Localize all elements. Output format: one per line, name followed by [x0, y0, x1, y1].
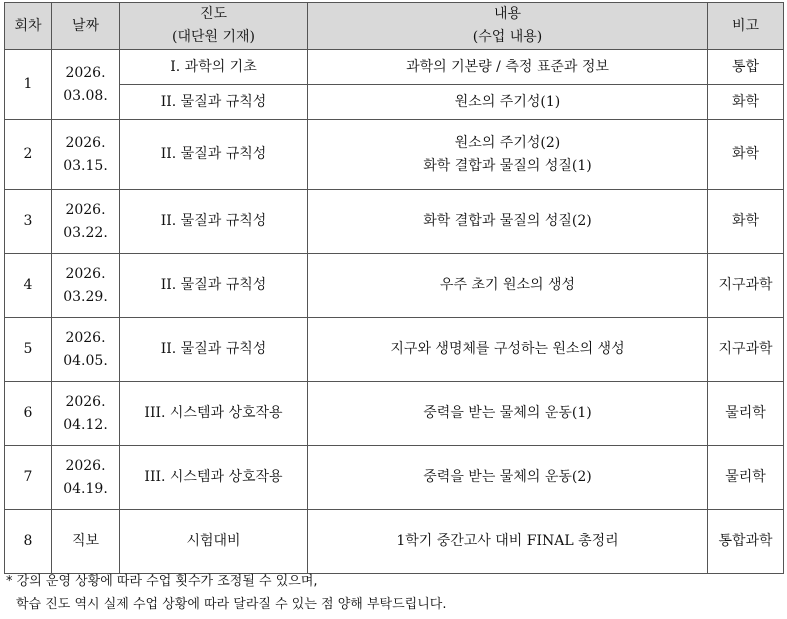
note-cell: 물리학 — [708, 382, 784, 446]
round-cell: 3 — [5, 190, 52, 254]
table-row — [5, 50, 784, 85]
progress-cell: II. 물질과 규칙성 — [120, 85, 308, 120]
header-content-sub: (수업 내용) — [472, 29, 543, 45]
progress-cell: II. 물질과 규칙성 — [120, 254, 308, 318]
table-row — [5, 190, 784, 254]
round-cell: 6 — [5, 382, 52, 446]
note-cell: 지구과학 — [708, 318, 784, 382]
progress-cell: 시험대비 — [120, 510, 308, 574]
date-cell: 2026. 04.05. — [52, 318, 120, 382]
round-cell: 5 — [5, 318, 52, 382]
note-cell: 화학 — [708, 190, 784, 254]
date-cell: 2026. 03.15. — [52, 120, 120, 190]
round-cell: 2 — [5, 120, 52, 190]
round-cell: 8 — [5, 510, 52, 574]
date-cell: 2026. 03.08. — [52, 50, 120, 120]
table-row — [5, 446, 784, 510]
content-cell: 원소의 주기성(2) 화학 결합과 물질의 성질(1) — [308, 120, 708, 190]
table-row — [5, 120, 784, 190]
round-cell: 4 — [5, 254, 52, 318]
header-content — [308, 3, 708, 50]
content-cell: 과학의 기본량 / 측정 표준과 정보 — [308, 50, 708, 85]
content-cell: 중력을 받는 물체의 운동(1) — [308, 382, 708, 446]
date-cell: 2026. 03.29. — [52, 254, 120, 318]
table-row — [5, 318, 784, 382]
header-round: 회차 — [5, 3, 52, 50]
content-cell: 중력을 받는 물체의 운동(2) — [308, 446, 708, 510]
round-cell: 7 — [5, 446, 52, 510]
header-progress — [120, 3, 308, 50]
header-content-title: 내용 — [493, 6, 522, 22]
table-row — [5, 254, 784, 318]
date-cell: 2026. 03.22. — [52, 190, 120, 254]
header-date: 날짜 — [52, 3, 120, 50]
header-progress-sub: (대단원 기재) — [172, 29, 255, 45]
progress-cell: II. 물질과 규칙성 — [120, 120, 308, 190]
content-cell: 지구와 생명체를 구성하는 원소의 생성 — [308, 318, 708, 382]
progress-cell: II. 물질과 규칙성 — [120, 318, 308, 382]
header-note: 비고 — [708, 3, 784, 50]
content-cell: 우주 초기 원소의 생성 — [308, 254, 708, 318]
progress-cell: I. 과학의 기초 — [120, 50, 308, 85]
header-row — [5, 3, 784, 50]
progress-cell: III. 시스템과 상호작용 — [120, 446, 308, 510]
note-cell: 화학 — [708, 120, 784, 190]
note-cell: 통합과학 — [708, 510, 784, 574]
progress-cell: II. 물질과 규칙성 — [120, 190, 308, 254]
date-cell: 2026. 04.12. — [52, 382, 120, 446]
table-row — [5, 510, 784, 574]
footnote-line-2: 학습 진도 역시 실제 수업 상황에 따라 달라질 수 있는 점 양해 부탁드립니다. — [16, 597, 447, 612]
note-cell: 통합 — [708, 50, 784, 85]
content-cell: 원소의 주기성(1) — [308, 85, 708, 120]
date-cell: 직보 — [52, 510, 120, 574]
table-row — [5, 85, 784, 120]
footnote-line-1: * 강의 운영 상황에 따라 수업 횟수가 조정될 수 있으며, — [6, 574, 318, 589]
content-cell: 1학기 중간고사 대비 FINAL 총정리 — [308, 510, 708, 574]
footnote — [6, 570, 446, 616]
progress-cell: III. 시스템과 상호작용 — [120, 382, 308, 446]
note-cell: 지구과학 — [708, 254, 784, 318]
content-cell: 화학 결합과 물질의 성질(2) — [308, 190, 708, 254]
note-cell: 화학 — [708, 85, 784, 120]
table-row — [5, 382, 784, 446]
note-cell: 물리학 — [708, 446, 784, 510]
date-cell: 2026. 04.19. — [52, 446, 120, 510]
header-progress-title: 진도 — [199, 6, 228, 22]
round-cell: 1 — [5, 50, 52, 120]
schedule-table — [4, 2, 784, 574]
